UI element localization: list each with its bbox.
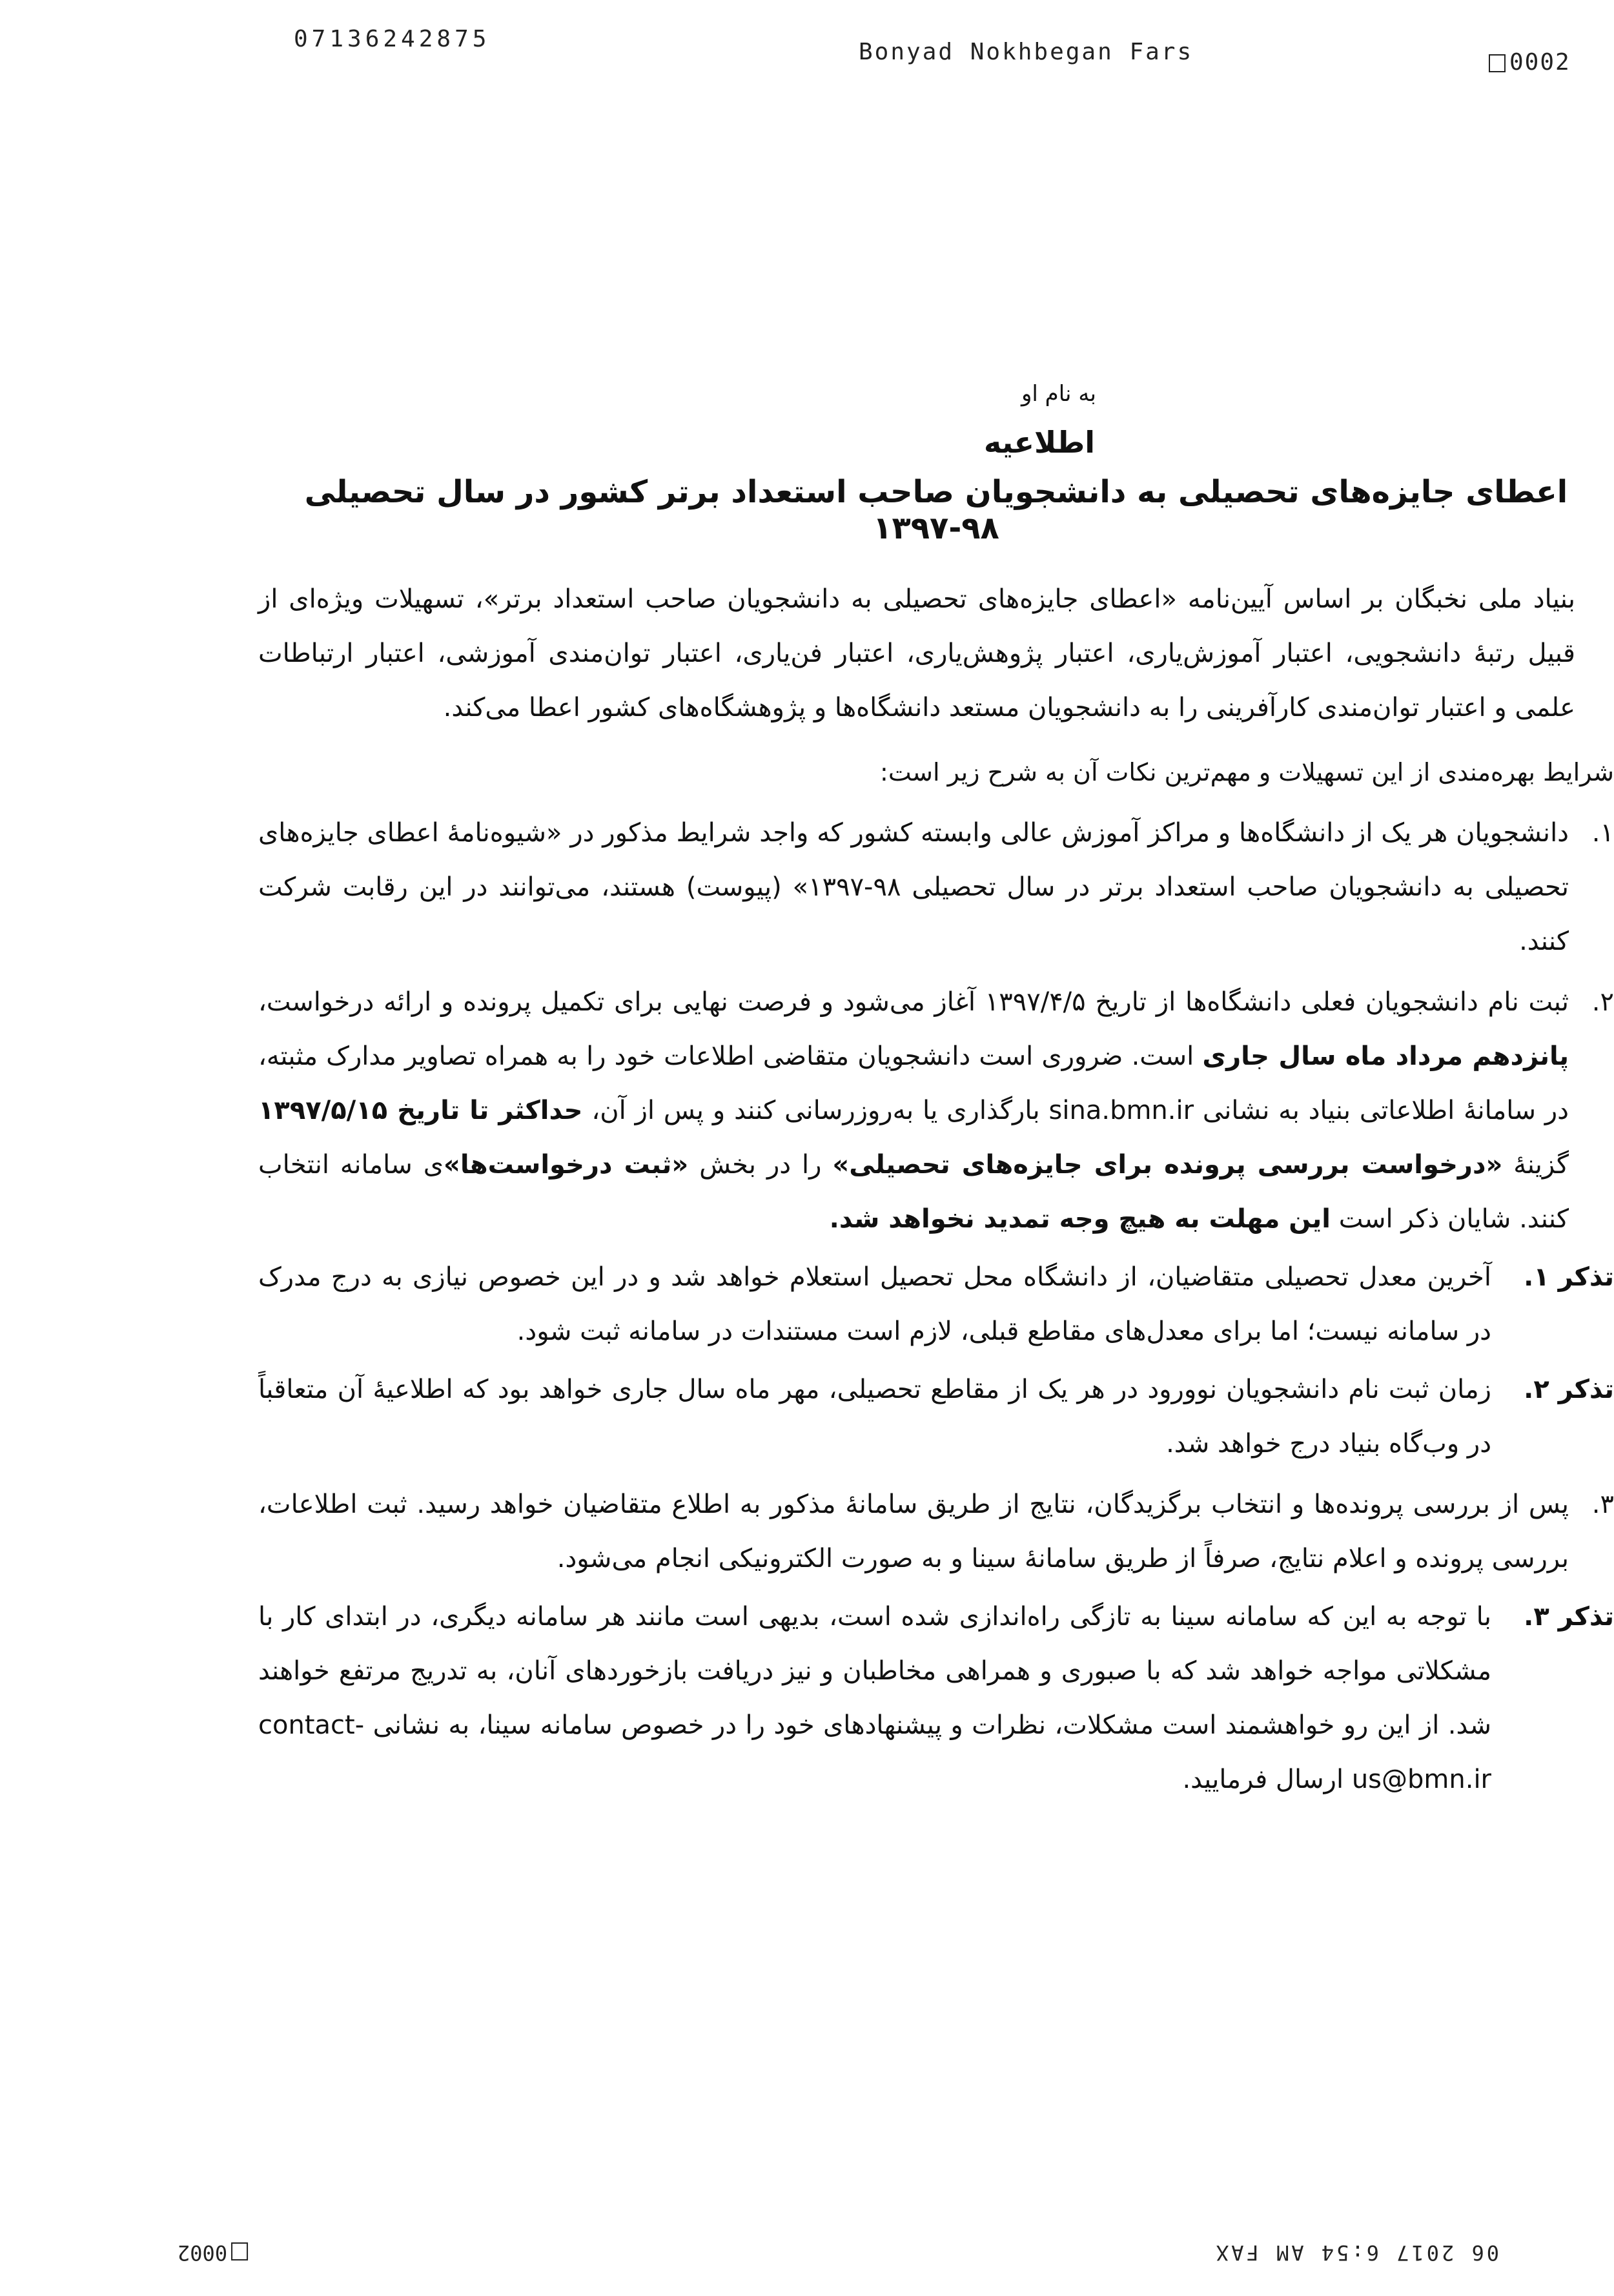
list-item-text: پس از بررسی پرونده‌ها و انتخاب برگزیدگان، نتایج از طریق سامانهٔ مذکور به اطلاع متقاضیان خواهد رسید. ثبت اطلاعات، بررسی پرونده و اعلام نتایج، صرفاً از طریق سامانهٔ سینا و به صورت الکترونیکی انجام می‌شود. xyxy=(258,1490,1569,1573)
bismillah: به نام او xyxy=(1021,381,1097,407)
list-item xyxy=(258,975,1614,1246)
note-item xyxy=(258,1590,1614,1807)
list-item-number: ۳. xyxy=(1591,1490,1614,1519)
note-item xyxy=(258,1250,1614,1358)
fax-header xyxy=(0,26,1611,77)
intro-paragraph: بنیاد ملی نخبگان بر اساس آیین‌نامه «اعطای جایزه‌های تحصیلی به دانشجویان صاحب استعداد برتر»، تسهیلات ویژه‌ای از قبیل رتبهٔ دانشجویی، اعتبار آموزش‌یاری، اعتبار پژوهش‌یاری، اعتبار فن‌یاری، اعتبار توان‌مندی آموزشی، اعتبار ارتباطات علمی و اعتبار توان‌مندی کارآفرینی را به دانشجویان مستعد دانشگاه‌ها و پژوهشگاه‌های کشور اعطا می‌کند. xyxy=(258,584,1575,723)
note-label: تذکر ۲. xyxy=(1524,1375,1614,1404)
fax-number: 07136242875 xyxy=(294,26,491,52)
sender-name: Bonyad Nokhbegan Fars xyxy=(859,39,1194,65)
page-title: اطلاعیه xyxy=(983,425,1096,460)
conditions-lead: شرایط بهره‌مندی از این تسهیلات و مهم‌ترین نکات آن به شرح زیر است: xyxy=(880,758,1614,786)
page-number: 0002 xyxy=(1485,49,1571,76)
page-box-icon xyxy=(231,2242,248,2260)
request-option-name: «درخواست بررسی پرونده برای جایزه‌های تحصیلی» xyxy=(832,1150,1503,1180)
deadline-text: پانزدهم مرداد ماه سال جاری xyxy=(1202,1041,1569,1071)
note-text: آخرین معدل تحصیلی متقاضیان، از دانشگاه محل تحصیل استعلام خواهد شد و در این خصوص نیازی به درج مدرک در سامانه نیست؛ اما برای معدل‌های مقاطع قبلی، لازم است مستندات در سامانه ثبت شود. xyxy=(258,1262,1491,1346)
sina-link[interactable]: sina.bmn.ir xyxy=(1048,1096,1194,1125)
note-label: تذکر ۳. xyxy=(1524,1602,1614,1632)
note-item xyxy=(258,1362,1614,1471)
fax-timestamp: 06 2017 6:54 AM FAX xyxy=(1214,2240,1500,2265)
announcement xyxy=(258,381,1614,1807)
list-item-text: ثبت نام دانشجویان فعلی دانشگاه‌ها از تاریخ ۱۳۹۷/۴/۵ آغاز می‌شود و فرصت نهایی برای تکمیل پرونده و ارائه درخواست، پانزدهم مرداد ماه سال جاری است. ضروری است دانشجویان متقاضی اطلاعات خود را به همراه تصاویر مدارک مثبته، در سامانهٔ اطلاعاتی بنیاد به نشانی sina.bmn.ir بارگذاری یا به‌روزرسانی کنند و پس از آن، حداکثر تا تاریخ ۱۳۹۷/۵/۱۵ گزینهٔ «درخواست بررسی پرونده برای جایزه‌های تحصیلی» را در بخش «ثبت درخواست‌ها»ی سامانه انتخاب کنند. شایان ذکر است این مهلت به هیچ وجه تمدید نخواهد شد. xyxy=(258,987,1569,1234)
list-item-text: دانشجویان هر یک از دانشگاه‌ها و مراکز آموزش عالی وابسته کشور که واجد شرایط مذکور در «شیوه‌نامهٔ اعطای جایزه‌های تحصیلی به دانشجویان صاحب استعداد برتر در سال تحصیلی ۹۸-۱۳۹۷» (پیوست) هستند، می‌توانند در این رقابت شرکت کنند. xyxy=(258,818,1569,956)
note-text: با توجه به این که سامانه سینا به تازگی راه‌اندازی شده است، بدیهی است مانند هر سامانه دیگری، در ابتدای کار با مشکلاتی مواجه خواهد شد که با صبوری و همراهی مخاطبان و نیز دریافت بازخوردهای آنان، به تدریج مرتفع خواهند شد. از این رو خواهشمند است مشکلات، نظرات و پیشنهادهای خود را در خصوص سامانه سینا، به نشانی contact-us@bmn.ir ارسال فرمایید. xyxy=(258,1602,1492,1794)
page-box-icon xyxy=(1489,54,1506,72)
contact-email-link[interactable]: contact-us@bmn.ir xyxy=(258,1710,1491,1794)
deadline-date: حداکثر تا تاریخ ۱۳۹۷/۵/۱۵ xyxy=(258,1096,583,1125)
note-text: زمان ثبت نام دانشجویان نوورود در هر یک از مقاطع تحصیلی، مهر ماه سال جاری خواهد بود که اطلاعیهٔ آن متعاقباً در وب‌گاه بنیاد درج خواهد شد. xyxy=(258,1375,1491,1459)
no-extension-notice: این مهلت به هیچ وجه تمدید نخواهد شد. xyxy=(829,1204,1331,1234)
footer-page-number: 0002 xyxy=(178,2240,252,2265)
note-label: تذکر ۱. xyxy=(1524,1262,1614,1292)
page-subtitle: اعطای جایزه‌های تحصیلی به دانشجویان صاحب استعداد برتر کشور در سال تحصیلی ۹۸-۱۳۹۷ xyxy=(304,474,1568,546)
list-item-number: ۲. xyxy=(1591,987,1614,1017)
section-name: «ثبت درخواست‌ها» xyxy=(444,1150,689,1180)
list-item xyxy=(258,1477,1614,1586)
fax-footer xyxy=(0,2240,1611,2279)
list-item-number: ۱. xyxy=(1591,818,1614,848)
list-item xyxy=(258,806,1614,969)
